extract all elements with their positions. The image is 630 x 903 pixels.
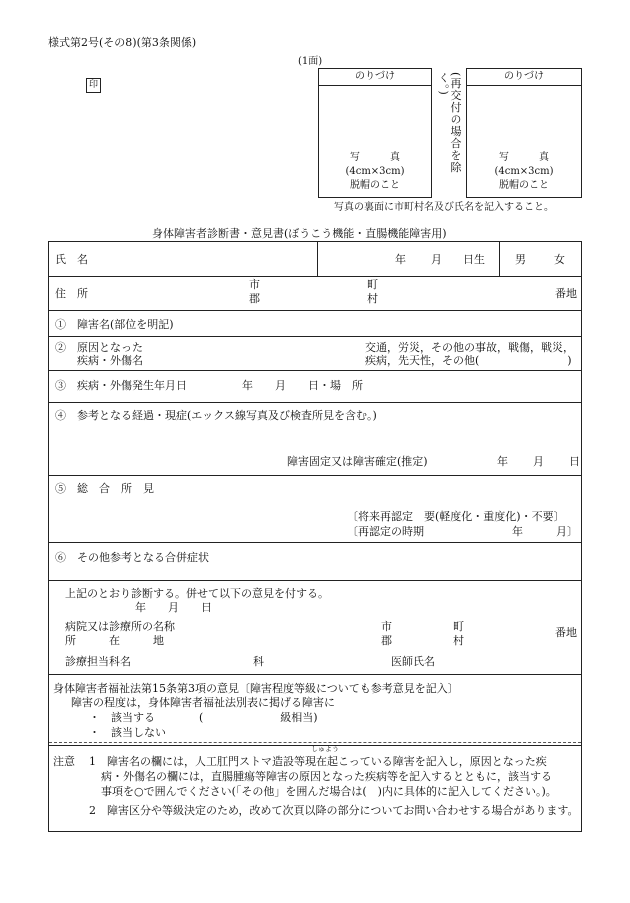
name-label: 氏 名 xyxy=(55,253,88,266)
birth-year-label: 年 xyxy=(395,253,406,266)
cause-options-line2: 疾病，先天性，その他( ) xyxy=(365,354,572,367)
photo-caption-right xyxy=(467,151,581,193)
cause-options-line1: 交通，労災，その他の事故，戦傷，戦災， xyxy=(365,341,574,354)
address-county: 郡 xyxy=(249,292,260,305)
opinion-not-applicable: ・ 該当しない xyxy=(89,726,166,739)
address-village: 村 xyxy=(367,292,378,305)
address-label: 住 所 xyxy=(55,287,88,300)
fixed-day: 日 xyxy=(569,455,580,468)
note-2: 2 障害区分や等級決定のため，改めて次頁以降の部分についてお問い合わせする場合があります。 xyxy=(89,804,579,817)
note-1-line2: 病・外傷名の欄には，直腸腫瘍等障害の原因となった疾病等を記入するとともに，該当する xyxy=(101,770,552,783)
address-town: 町 xyxy=(367,278,378,291)
disability-name-label: ① 障害名(部位を明記) xyxy=(55,318,174,331)
paste-label-left: のりづけ xyxy=(319,69,431,86)
photo-caption-line: (4cm×3cm) xyxy=(345,166,405,177)
reissue-note-vertical: (再交付の場合を除く。) xyxy=(437,72,462,174)
photo-caption-line: 脱帽のこと xyxy=(499,180,549,191)
opinion-line2: 障害の程度は，身体障害者福祉法別表に掲げる障害に xyxy=(71,696,335,709)
hospital-village: 村 xyxy=(453,634,464,647)
doctor-name-label: 医師氏名 xyxy=(391,655,435,668)
sex-male: 男 xyxy=(515,253,526,266)
photo-caption-line: (4cm×3cm) xyxy=(494,166,554,177)
note-1-line1: 1 障害名の欄には，人工肛門ストマ造設等現在起こっている障害を記入し，原因となった疾 xyxy=(89,755,547,768)
recheck-line1: 〔将来再認定 要(軽度化・重度化)・不要〕 xyxy=(347,510,565,523)
hospital-county: 郡 xyxy=(381,634,392,647)
recheck-line2: 〔再認定の時期 年 月〕 xyxy=(347,525,578,538)
form-number: 様式第2号(その8)(第3条関係) xyxy=(48,36,197,49)
findings-label: ⑤ 総 合 所 見 xyxy=(55,482,154,495)
department-ka: 科 xyxy=(253,655,264,668)
photo-caption-line: 写 真 xyxy=(350,152,400,163)
diagnosis-statement: 上記のとおり診断する。併せて以下の意見を付する。 xyxy=(65,587,329,600)
hospital-location-label: 所 在 地 xyxy=(65,634,164,647)
photo-back-note: 写真の裏面に市町村名及び氏名を記入すること。 xyxy=(334,202,554,213)
hospital-city: 市 xyxy=(381,620,392,633)
photo-box-left xyxy=(318,68,432,198)
fixed-month: 月 xyxy=(533,455,544,468)
form-title: 身体障害者診断書・意見書(ぼうこう機能・直腸機能障害用) xyxy=(152,227,447,240)
paste-label-right: のりづけ xyxy=(467,69,581,86)
opinion-line1: 身体障害者福祉法第15条第3項の意見〔障害程度等級についても参考意見を記入〕 xyxy=(53,682,459,695)
photo-caption-line: 脱帽のこと xyxy=(350,180,400,191)
address-banchi: 番地 xyxy=(555,287,577,300)
notes-ruby: しゅよう xyxy=(311,745,339,753)
hospital-name-label: 病院又は診療所の名称 xyxy=(65,620,175,633)
notes-label: 注意 xyxy=(53,755,75,768)
note-1-line3: 事項を○で囲んでください(「その他」を囲んだ場合は( )内に具体的に記入してください。)。 xyxy=(101,785,557,798)
cause-label-line2: 疾病・外傷名 xyxy=(77,354,143,367)
diagnosis-form xyxy=(48,241,582,832)
history-label: ④ 参考となる経過・現症(エックス線写真及び検査所見を含む。) xyxy=(55,409,377,422)
sex-female: 女 xyxy=(554,253,565,266)
photo-caption-left xyxy=(319,151,431,193)
fixed-date-label: 障害固定又は障害確定(推定) xyxy=(287,455,428,468)
hospital-town: 町 xyxy=(453,620,464,633)
birth-month-label: 月 xyxy=(431,253,442,266)
seal-mark: 印 xyxy=(86,78,101,93)
photo-box-right xyxy=(466,68,582,198)
opinion-applicable: ・ 該当する ( 級相当) xyxy=(89,711,318,724)
photo-caption-line: 写 真 xyxy=(499,152,549,163)
cause-label-line1: ② 原因となった xyxy=(55,341,143,354)
onset-date-label: ③ 疾病・外傷発生年月日 年 月 日・場 所 xyxy=(55,379,363,392)
page-side: (1面) xyxy=(298,56,323,67)
hospital-banchi: 番地 xyxy=(555,626,577,639)
complications-label: ⑥ その他参考となる合併症状 xyxy=(55,551,209,564)
diagnosis-date: 年 月 日 xyxy=(135,601,212,614)
fixed-year: 年 xyxy=(497,455,508,468)
birth-day-label: 日生 xyxy=(463,253,485,266)
department-label: 診療担当科名 xyxy=(65,655,131,668)
address-city: 市 xyxy=(249,278,260,291)
